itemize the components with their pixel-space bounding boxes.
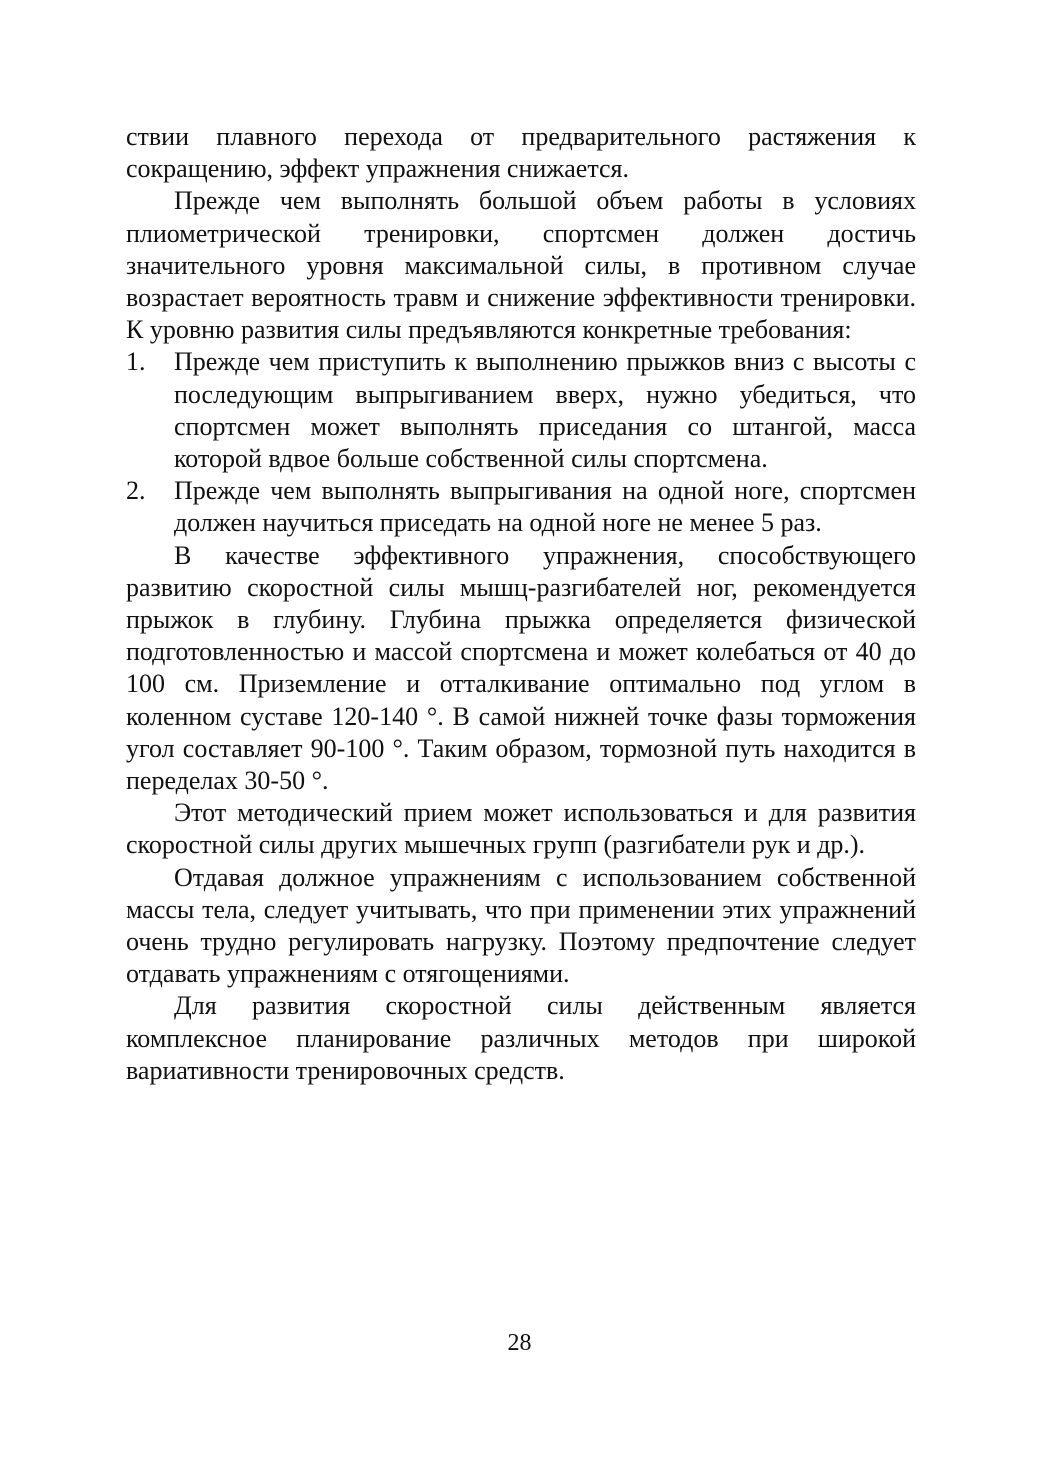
paragraph-depth-jump: В качестве эффективного упражнения, способствующего развитию скоростной силы мышц-разгибателей ног, рекомендуется прыжок в глубину. Глубина прыжка определяется физической подготовленностью и массой спортсмена и может колебаться от 40 до 100 см. Приземление и отталкивание оптимально под углом в коленном суставе 120-140 °. В самой нижней точке фазы торможения угол составляет 90-100 °. Таким образом, тормозной путь находится в переделах 30-50 °.: [126, 540, 916, 796]
requirements-list: [126, 346, 916, 539]
list-item: [126, 475, 916, 539]
paragraph-method-use: Этот методический прием может использоваться и для развития скоростной силы других мышечных групп (разгибатели рук и др.).: [126, 798, 916, 860]
list-item-text: Прежде чем приступить к выполнению прыжков вниз с высоты с последующим выпрыгиванием вверх, нужно убедиться, что спортсмен может выполнять приседания со штангой, масса которой вдвое больше собственной силы спортсмена.: [174, 347, 916, 474]
page-number: 28: [507, 1330, 532, 1356]
list-item-number: 1.: [126, 347, 146, 377]
paragraph-complex-planning: Для развития скоростной силы действенным является комплексное планирование различных методов при широкой вариативности тренировочных средств.: [126, 991, 916, 1085]
paragraph-plyometric-requirements: Прежде чем выполнять большой объем работы в условиях плиометрической тренировки, спортсмен должен достичь значительного уровня максимальной силы, в противном случае возрастает вероятность травм и снижение эффективности тренировки. К уровню развития силы предъявляются конкретные требования:: [126, 186, 916, 345]
list-item: [126, 346, 916, 475]
paragraph-continuation: ствии плавного перехода от предварительного растяжения к сокращению, эффект упражнения снижается.: [126, 122, 916, 184]
list-item-text: Прежде чем выполнять выпрыгивания на одной ноге, спортсмен должен научиться приседать на одной ноге не менее 5 раз.: [174, 476, 916, 538]
paragraph-body-weight: Отдавая должное упражнениям с использованием собственной массы тела, следует учитывать, что при применении этих упражнений очень трудно регулировать нагрузку. Поэтому предпочтение следует отдавать упражнениям с отягощениями.: [126, 862, 916, 989]
page-body: [126, 121, 916, 1087]
list-item-number: 2.: [126, 476, 146, 506]
